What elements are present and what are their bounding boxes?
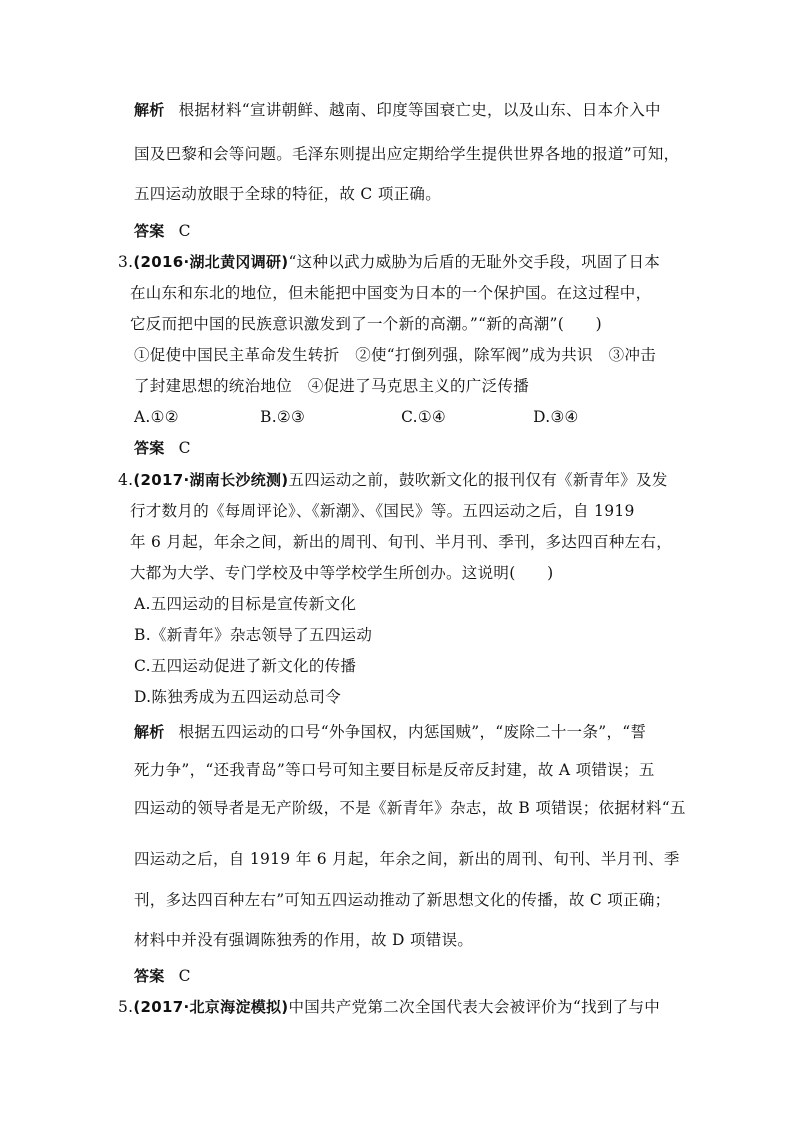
- answer-value: C: [178, 222, 191, 240]
- q3-options-row: [134, 406, 690, 428]
- q4-stem-line-1: [118, 469, 668, 491]
- q4-number: 4.: [118, 471, 134, 489]
- q3-answer: [134, 437, 191, 459]
- q3-option-c: C.①④: [401, 408, 447, 426]
- q4-option-c: C.五四运动促进了新文化的传播: [134, 657, 357, 675]
- q4-analysis-line-2: 死力争”，“还我青岛”等口号可知主要目标是反帝反封建，故 A 项错误；五: [134, 761, 655, 779]
- analysis-text: 根据材料“宣讲朝鲜、越南、印度等国衰亡史，以及山东、日本介入中: [178, 101, 661, 119]
- q4-option-b: B.《新青年》杂志领导了五四运动: [134, 626, 373, 644]
- q3-stem-line-2: 在山东和东北的地位，但未能把中国变为日本的一个保护国。在这过程中，: [130, 284, 652, 302]
- answer-label: 答案: [134, 222, 165, 240]
- prev-analysis-line-2: 国及巴黎和会等问题。毛泽东则提出应定期给学生提供世界各地的报道”可知，: [134, 145, 680, 163]
- q4-analysis-line-5: 刊，多达四百种左右”可知五四运动推动了新思想文化的传播，故 C 项正确；: [134, 891, 671, 909]
- q3-stem-line-1: [118, 251, 660, 273]
- q3-option-b: B.②③: [260, 408, 306, 426]
- analysis-label: 解析: [134, 723, 165, 741]
- q4-analysis-line-4: 四运动之后，自 1919 年 6 月起，年余之间，新出的周刊、旬刊、半月刊、季: [134, 850, 680, 868]
- q4-stem-text: 五四运动之前，鼓吹新文化的报刊仅有《新青年》及发: [288, 471, 668, 489]
- prev-answer: [134, 220, 191, 242]
- analysis-text: 根据五四运动的口号“外争国权，内惩国贼”，“废除二十一条”，“誓: [178, 723, 647, 741]
- answer-label: 答案: [134, 967, 165, 985]
- q5-source: (2017·北京海淀模拟): [133, 998, 289, 1016]
- q4-analysis-line-6: 材料中并没有强调陈独秀的作用，故 D 项错误。: [134, 931, 474, 949]
- q4-option-a: A.五四运动的目标是宣传新文化: [134, 595, 357, 613]
- q4-stem-line-2: 行才数月的《每周评论》、《新潮》、《国民》等。五四运动之后，自 1919: [130, 502, 635, 520]
- q3-stem-text: “这种以武力威胁为后盾的无耻外交手段，巩固了日本: [288, 253, 661, 271]
- answer-value: C: [178, 439, 191, 457]
- prev-analysis-line-3: 五四运动放眼于全球的特征，故 C 项正确。: [134, 185, 442, 203]
- q4-option-d: D.陈独秀成为五四运动总司令: [134, 688, 342, 706]
- answer-value: C: [178, 967, 191, 985]
- answer-label: 答案: [134, 439, 165, 457]
- q3-statements-line-1: ①促使中国民主革命发生转折 ②使“打倒列强，除军阀”成为共识 ③冲击: [134, 346, 657, 364]
- q4-source: (2017·湖南长沙统测): [133, 471, 289, 489]
- q4-stem-line-4: 大都为大学、专门学校及中等学校学生所创办。这说明( ): [130, 564, 554, 582]
- q4-stem-line-3: 年 6 月起，年余之间，新出的周刊、旬刊、半月刊、季刊，多达四百种左右，: [130, 533, 673, 551]
- q3-option-a: A.①②: [134, 408, 179, 426]
- q3-statements-line-2: 了封建思想的统治地位 ④促进了马克思主义的广泛传播: [134, 377, 530, 395]
- q4-answer: [134, 965, 191, 987]
- q5-number: 5.: [118, 998, 134, 1016]
- prev-analysis-line-1: [134, 99, 661, 121]
- q3-source: (2016·湖北黄冈调研): [133, 253, 289, 271]
- q3-number: 3.: [118, 253, 134, 271]
- analysis-label: 解析: [134, 101, 165, 119]
- q5-stem-text: 中国共产党第二次全国代表大会被评价为“找到了与中: [288, 998, 661, 1016]
- q4-analysis-line-3: 四运动的领导者是无产阶级，不是《新青年》杂志，故 B 项错误；依据材料“五: [134, 799, 686, 817]
- q3-stem-line-3: 它反而把中国的民族意识激发到了一个新的高潮。”“新的高潮”( ): [130, 315, 603, 333]
- q5-stem-line-1: [118, 996, 660, 1018]
- q3-option-d: D.③④: [533, 408, 579, 426]
- q4-analysis-line-1: [134, 721, 646, 743]
